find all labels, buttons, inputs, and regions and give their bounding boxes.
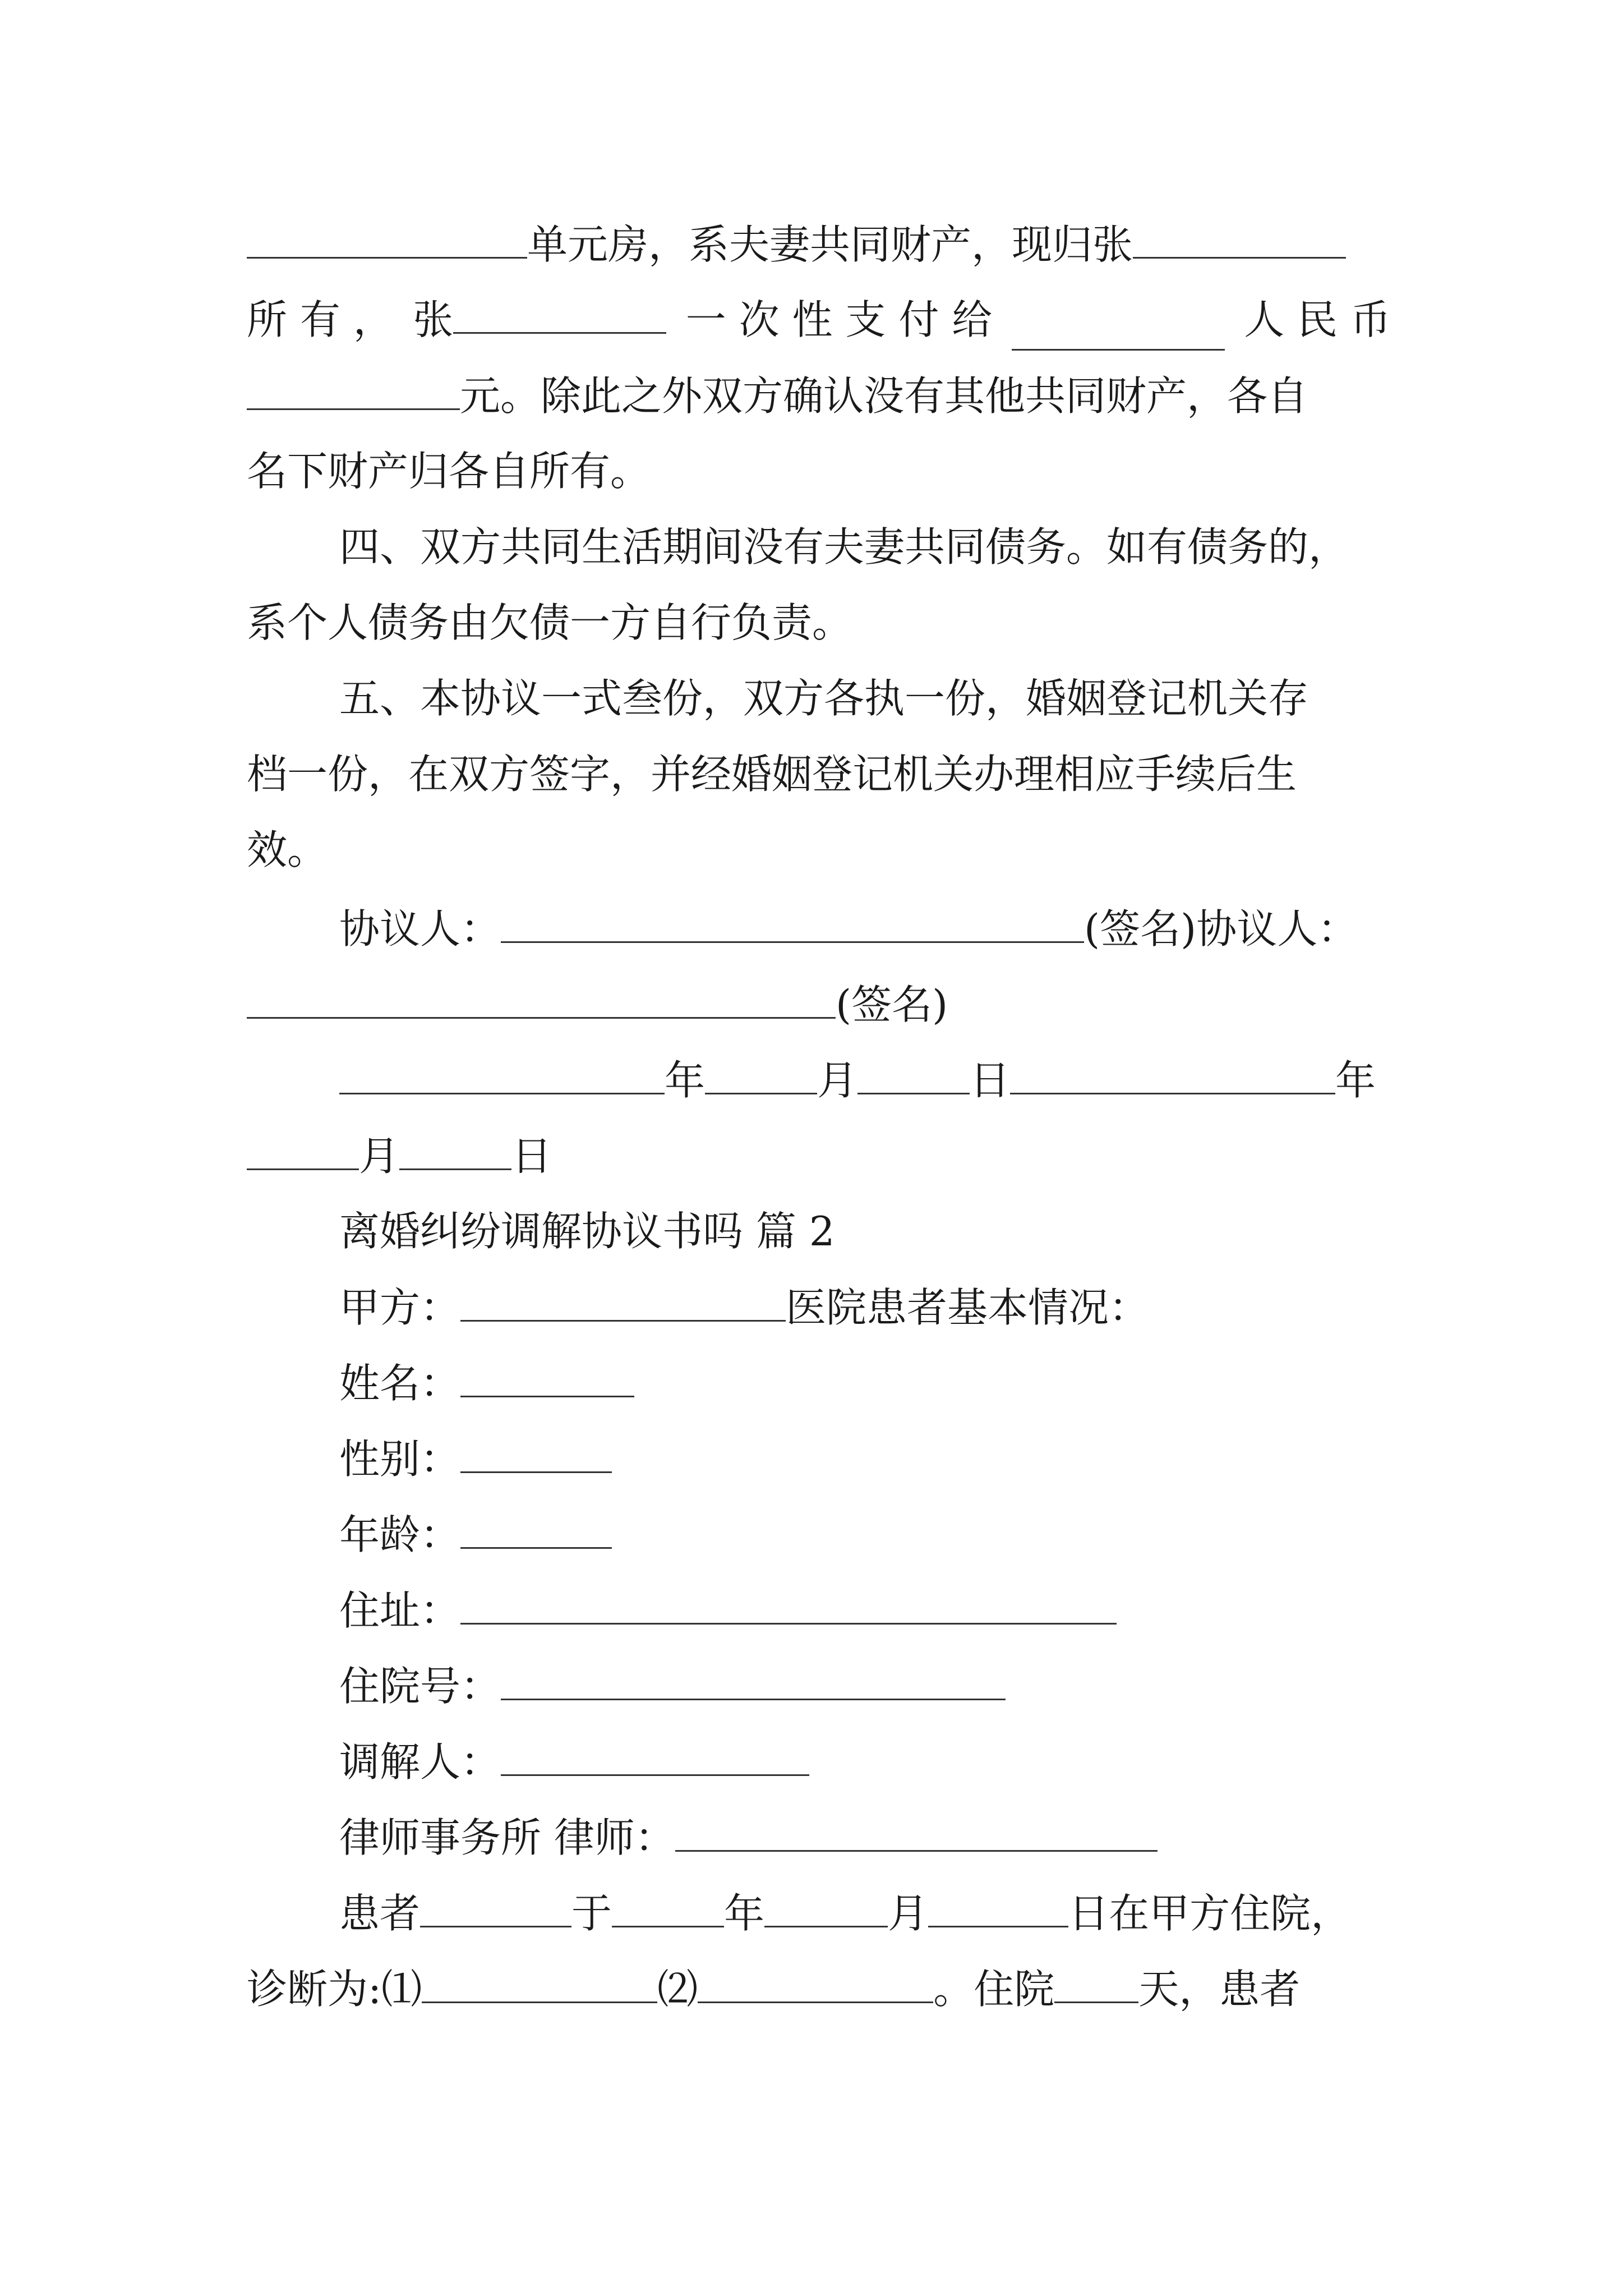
sign-mark: (签名) <box>1084 905 1197 953</box>
month-field[interactable] <box>705 1049 817 1094</box>
text: 甲方： <box>339 1284 461 1331</box>
gender-field[interactable] <box>460 1428 612 1473</box>
text: 患者 <box>339 1890 421 1937</box>
text: 所 有 ， <box>247 296 394 343</box>
text: 月 <box>817 1057 858 1104</box>
diagnosis-2-field[interactable] <box>698 1958 933 2003</box>
blank-field[interactable] <box>453 288 666 334</box>
text: 诊断为:⑴ <box>247 1966 422 2013</box>
age-line <box>339 1503 1483 1565</box>
text: 四、双方共同生活期间没有夫妻共同债务。如有债务的， <box>339 523 1349 570</box>
text: 天，患者 <box>1138 1966 1301 2013</box>
text: 名下财产归各自所有。 <box>247 448 651 495</box>
copies-line-1 <box>339 668 1483 729</box>
gender-line <box>339 1428 1483 1489</box>
date-line-1 <box>339 1049 1483 1111</box>
text: 住址： <box>339 1587 461 1634</box>
text: ⑵ <box>657 1966 698 2013</box>
party-a-line <box>339 1276 1483 1338</box>
text: 医院患者基本情况： <box>786 1284 1150 1331</box>
year-field[interactable] <box>339 1049 665 1094</box>
mediator-line <box>339 1731 1483 1792</box>
property-line-1 <box>247 213 1391 275</box>
signature-field[interactable] <box>501 898 1084 943</box>
text: 张 <box>413 296 454 343</box>
blank-field[interactable] <box>1133 213 1346 259</box>
text: 系个人债务由欠债一方自行负责。 <box>247 599 853 646</box>
property-line-4 <box>247 440 1391 502</box>
month-field[interactable] <box>764 1882 888 1927</box>
property-line-2 <box>247 289 1391 351</box>
text: 人 民 币 <box>1244 296 1391 343</box>
blank-field[interactable] <box>247 365 460 410</box>
patient-field[interactable] <box>420 1882 571 1927</box>
text: 年 <box>665 1057 706 1104</box>
agreer-label: 协议人： <box>339 905 501 953</box>
text: 元。除此之外双方确认没有其他共同财产，各自 <box>460 372 1308 420</box>
sign-mark: (签名) <box>836 981 948 1028</box>
name-field[interactable] <box>460 1352 634 1397</box>
agreer-label: 协议人： <box>1196 905 1358 953</box>
age-field[interactable] <box>460 1503 612 1549</box>
debt-line-1 <box>339 516 1483 578</box>
diagnosis-1-field[interactable] <box>422 1958 657 2003</box>
admission-date-line <box>339 1882 1483 1944</box>
stay-days-field[interactable] <box>1054 1958 1138 2003</box>
admission-field[interactable] <box>501 1655 1006 1700</box>
text: 效。 <box>247 826 328 873</box>
text: 姓名： <box>339 1360 461 1407</box>
text: 于 <box>571 1890 612 1937</box>
text: 调解人： <box>339 1738 501 1786</box>
address-field[interactable] <box>460 1579 1117 1625</box>
text: 五、本协议一式叁份，双方各执一份，婚姻登记机关存 <box>339 675 1309 722</box>
party-a-field[interactable] <box>460 1276 786 1322</box>
signature-line-2 <box>247 973 1391 1035</box>
mediator-field[interactable] <box>501 1731 809 1776</box>
year-field[interactable] <box>612 1882 724 1927</box>
text: 住院号： <box>339 1663 501 1710</box>
text: 月 <box>888 1890 929 1937</box>
text: 年 <box>724 1890 765 1937</box>
text: 律师事务所 律师： <box>339 1814 675 1861</box>
date-line-2 <box>247 1125 1391 1186</box>
address-line <box>339 1579 1483 1641</box>
debt-line-2 <box>247 592 1391 654</box>
text: 年 <box>1335 1057 1376 1104</box>
month-field[interactable] <box>247 1125 359 1170</box>
text: 月 <box>359 1133 400 1180</box>
day-field[interactable] <box>857 1049 970 1094</box>
text: 档一份，在双方签字，并经婚姻登记机关办理相应手续后生 <box>247 751 1297 798</box>
text: 单元房，系夫妻共同财产，现归张 <box>527 221 1133 268</box>
text: 。住院 <box>933 1966 1055 2013</box>
text: 离婚纠纷调解协议书吗 篇 2 <box>339 1208 835 1255</box>
year-field[interactable] <box>1010 1049 1335 1094</box>
day-field[interactable] <box>928 1882 1068 1927</box>
text: 日 <box>970 1057 1011 1104</box>
day-field[interactable] <box>399 1125 511 1170</box>
blank-field[interactable] <box>247 213 527 259</box>
lawyer-field[interactable] <box>675 1806 1158 1852</box>
admission-line <box>339 1655 1483 1717</box>
lawfirm-line <box>339 1806 1483 1868</box>
signature-field[interactable] <box>247 973 836 1019</box>
signature-line-1 <box>339 898 1483 959</box>
copies-line-3 <box>247 819 1391 881</box>
property-line-3 <box>247 365 1391 426</box>
text: 日 <box>511 1133 552 1180</box>
text: 一 次 性 支 付 给 <box>685 296 993 343</box>
name-line <box>339 1352 1483 1414</box>
blank-field[interactable] <box>1012 305 1225 351</box>
text: 性别： <box>339 1435 461 1483</box>
text: 年龄： <box>339 1511 461 1558</box>
section-heading <box>339 1200 1483 1262</box>
text: 日在甲方住院， <box>1068 1890 1352 1937</box>
diagnosis-line <box>247 1958 1391 2019</box>
copies-line-2 <box>247 743 1391 805</box>
